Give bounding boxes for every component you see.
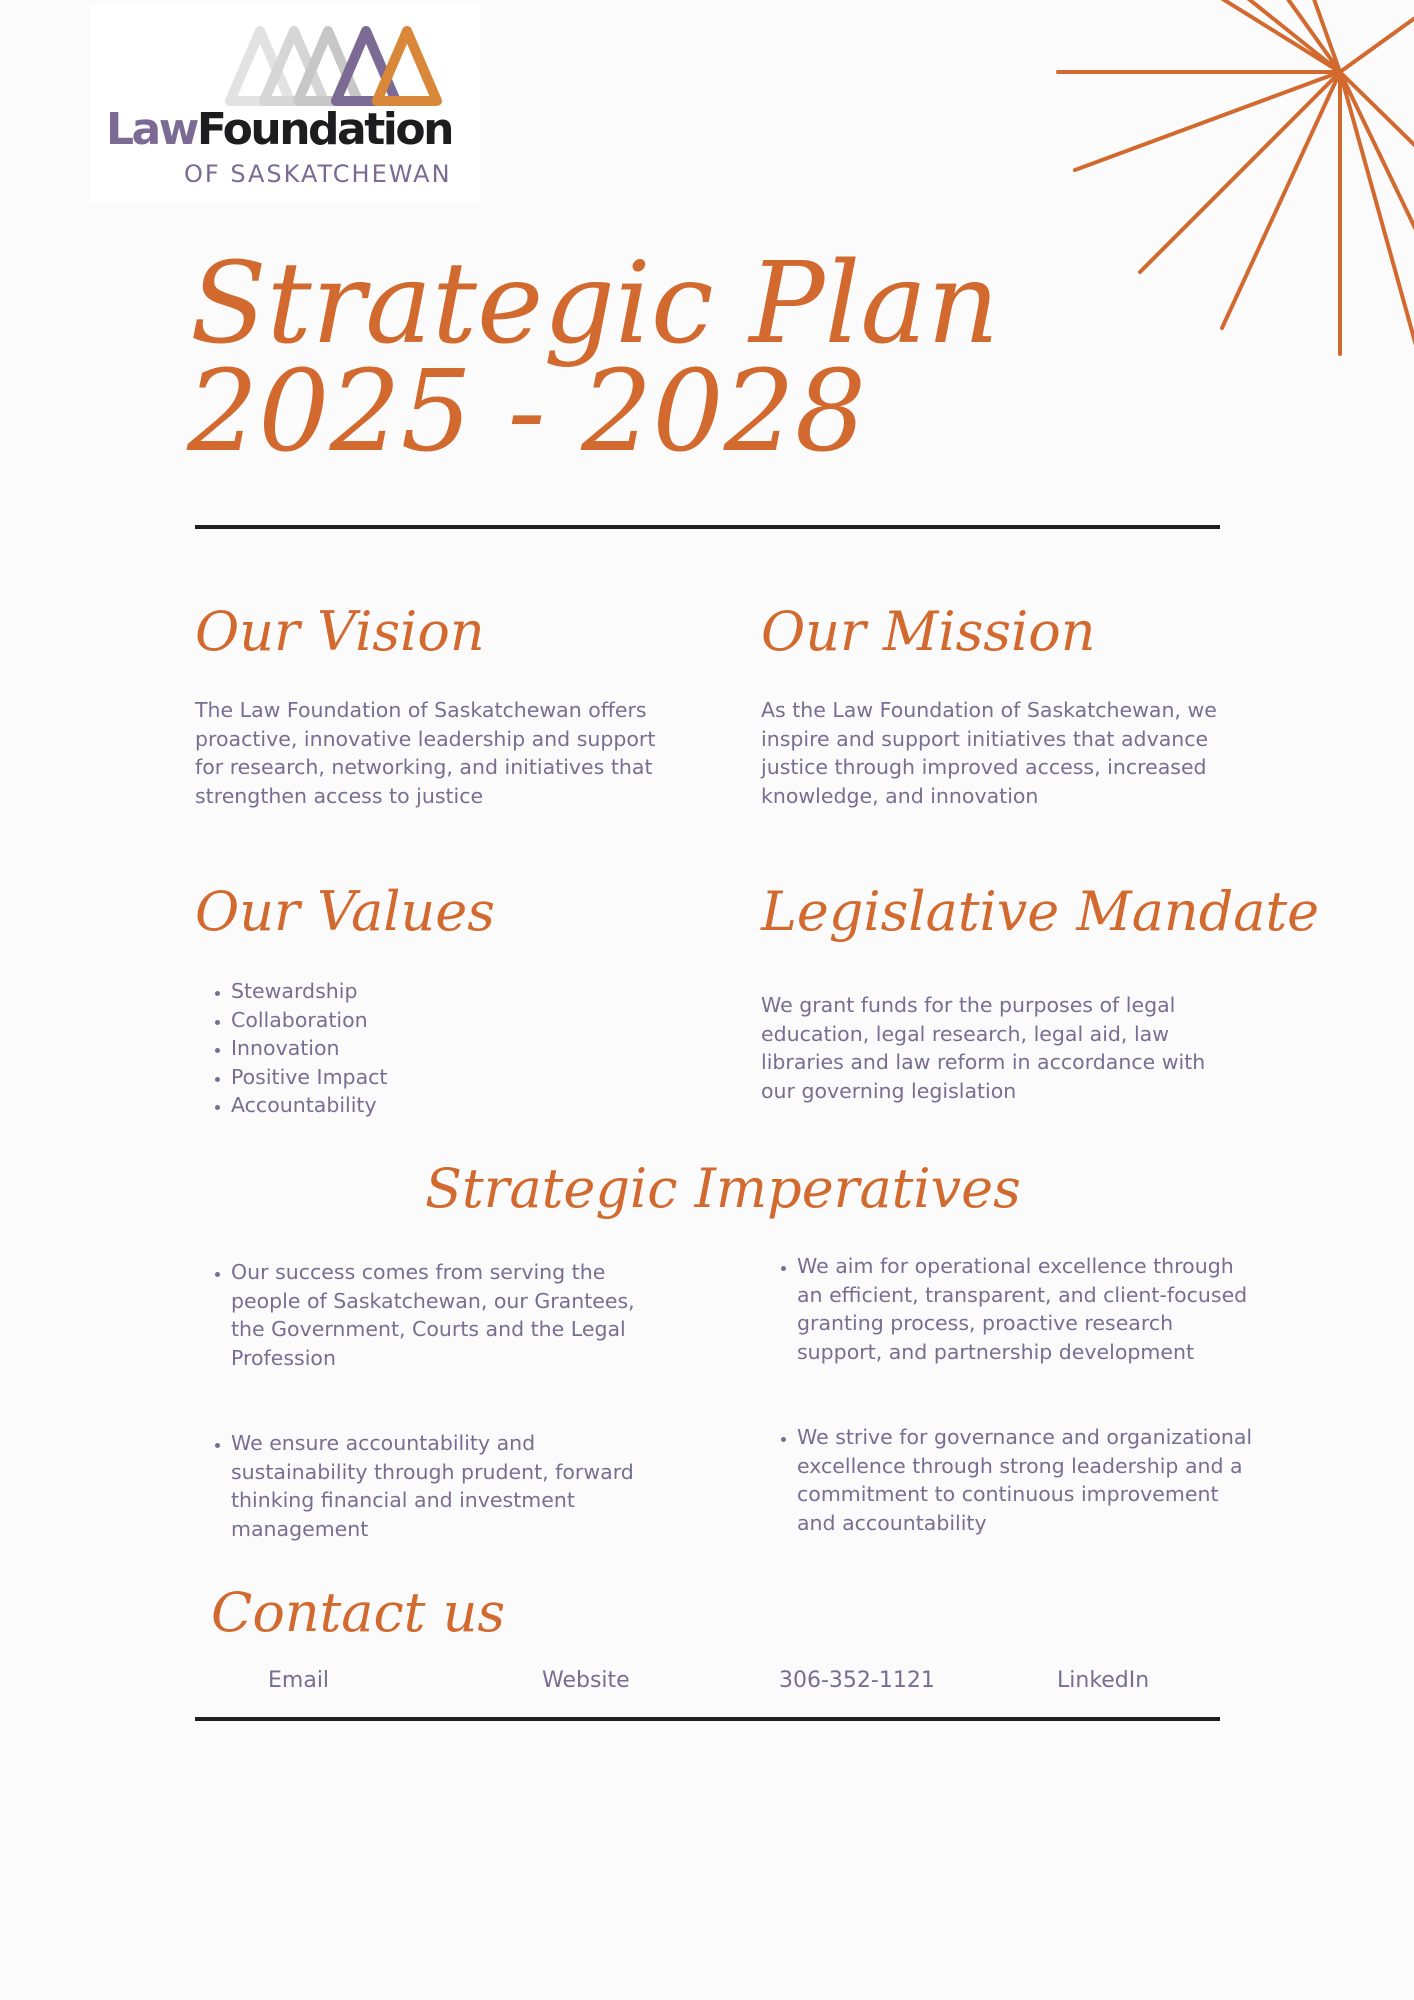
contact-heading: Contact us — [211, 1581, 506, 1644]
website-link[interactable]: Website — [542, 1668, 630, 1693]
email-link[interactable]: Email — [268, 1668, 330, 1693]
logo-subtitle: OF SASKATCHEWAN — [184, 160, 452, 188]
mission-heading: Our Mission — [761, 600, 1096, 663]
list-item: • Our success comes from serving the people of Saskatchewan, our Grantees, the Government, Courts and the Legal Profession — [231, 1258, 671, 1372]
page-title-line-2: 2025 - 2028 — [187, 347, 867, 477]
page-title-line-1: Strategic Plan — [190, 239, 1000, 369]
starburst-ray — [1340, 72, 1414, 170]
logo-word-foundation: Foundation — [196, 104, 452, 155]
phone-number[interactable]: 306-352-1121 — [779, 1668, 935, 1693]
list-item: • We strive for governance and organizational excellence through strong leadership and a commitment to continuous improvement and accountability — [797, 1423, 1262, 1537]
starburst-ray — [1340, 72, 1414, 280]
list-item: • Accountability — [231, 1091, 591, 1120]
values-list — [195, 977, 591, 1120]
list-item: • We ensure accountability and sustainability through prudent, forward thinking financial and investment management — [231, 1429, 651, 1543]
list-item: • Stewardship — [231, 977, 591, 1006]
mandate-heading: Legislative Mandate — [761, 880, 1320, 943]
starburst-ray — [1340, 0, 1414, 72]
vision-text: The Law Foundation of Saskatchewan offers proactive, innovative leadership and support for research, networking, and initiatives that strengthen access to justice — [195, 698, 656, 808]
starburst-ray — [1340, 72, 1414, 360]
mission-text: As the Law Foundation of Saskatchewan, we inspire and support initiatives that advance justice through improved access, increased knowledge, and innovation — [761, 698, 1217, 808]
logo-word-law: Law — [106, 104, 197, 155]
list-item: • Collaboration — [231, 1006, 591, 1035]
imperatives-list-left-2 — [195, 1429, 651, 1543]
divider-top — [195, 525, 1220, 529]
imperatives-heading: Strategic Imperatives — [425, 1157, 1021, 1220]
list-item: • Positive Impact — [231, 1063, 591, 1092]
mandate-text: We grant funds for the purposes of legal education, legal research, legal aid, law libraries and law reform in accordance with our governing legislation — [761, 993, 1206, 1103]
list-item: • Innovation — [231, 1034, 591, 1063]
starburst-ray — [1140, 72, 1340, 272]
list-item: • We aim for operational excellence through an efficient, transparent, and client-focused granting process, proactive research support, and partnership development — [797, 1252, 1262, 1366]
vision-heading: Our Vision — [195, 600, 485, 663]
imperatives-list-right — [761, 1252, 1262, 1366]
divider-bottom — [195, 1717, 1220, 1721]
imperatives-list-right-2 — [761, 1423, 1262, 1537]
imperatives-list-left — [195, 1258, 671, 1372]
linkedin-link[interactable]: LinkedIn — [1057, 1668, 1150, 1693]
values-heading: Our Values — [195, 880, 495, 943]
